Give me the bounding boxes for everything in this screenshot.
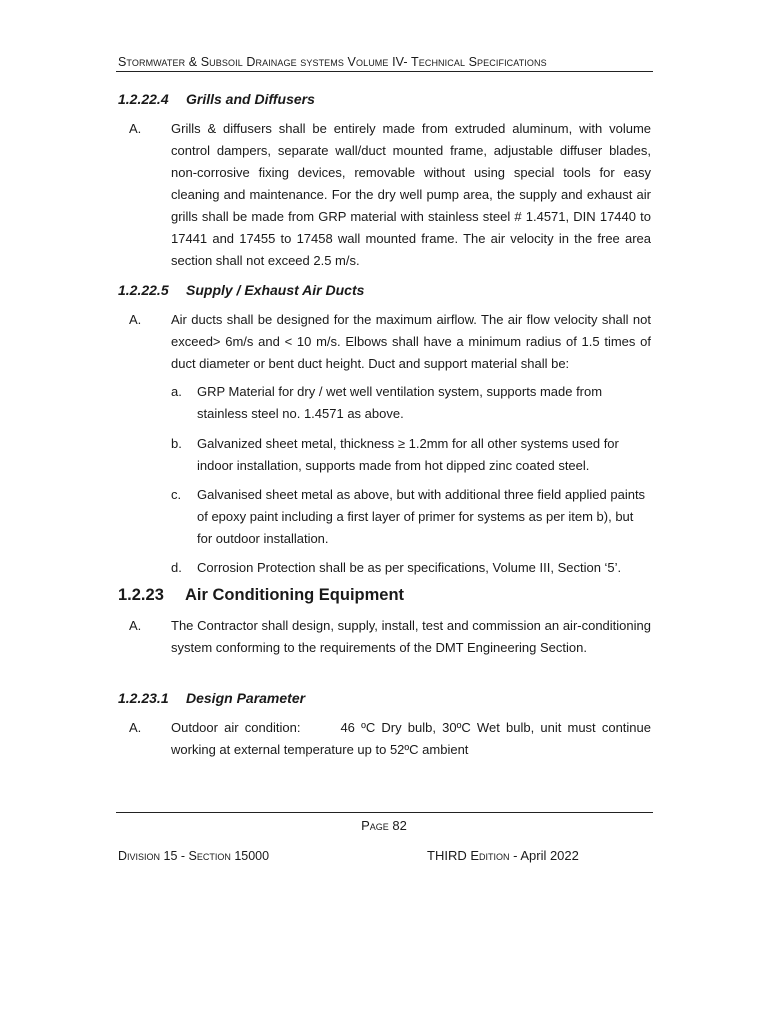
clause-marker: A. bbox=[129, 618, 142, 633]
list-item-text: Corrosion Protection shall be as per specifications, Volume III, Section ‘5’. bbox=[197, 560, 622, 575]
clause-text-design bbox=[171, 717, 651, 761]
section-heading-ac bbox=[118, 586, 404, 605]
clause-text-ducts: Air ducts shall be designed for the maximum airflow. The air flow velocity shall not exceed> 6m/s and < 10 m/s. Elbows shall have a minimum radius of 1.5 times of duct diameter or bent duct height. Duct and support material shall be: bbox=[171, 312, 651, 371]
footer-edition bbox=[427, 848, 579, 863]
section-title: Grills and Diffusers bbox=[186, 91, 315, 107]
footer-division: Division 15 - Section 15000 bbox=[118, 849, 270, 863]
section-number: 1.2.22.5 bbox=[118, 282, 169, 298]
section-number: 1.2.23 bbox=[118, 586, 164, 604]
section-number: 1.2.23.1 bbox=[118, 690, 169, 706]
list-item-text: Galvanised sheet metal as above, but with additional three field applied paints of epoxy paint including a first layer of primer for systems as per item b), but for outdoor installation. bbox=[197, 487, 646, 546]
edition-prefix: THIRD bbox=[427, 848, 467, 863]
clause-text-grills: Grills & diffusers shall be entirely made from extruded aluminum, with volume control dampers, separate wall/duct mounted frame, adjustable diffuser blades, non-corrosive fixing devices, removable without using special tools for easy cleaning and maintenance. For the dry well pump area, the supply and exhaust air grills shall be made from GRP material with stainless steel # 1.4571, DIN 17440 to 17441 and 17455 to 17458 wall mounted frame. The air velocity in the free area section shall not exceed 2.5 m/s. bbox=[171, 121, 651, 268]
section-heading-design bbox=[118, 690, 305, 706]
list-item-marker: d. bbox=[171, 560, 182, 575]
list-item-marker: b. bbox=[171, 436, 182, 451]
design-value: 46 ºC Dry bulb, 30ºC Wet bulb, unit must continue working at external temperature up to 52ºC ambient bbox=[171, 720, 651, 757]
section-title: Design Parameter bbox=[186, 690, 306, 706]
section-title: Air Conditioning Equipment bbox=[185, 586, 405, 604]
section-number: 1.2.22.4 bbox=[118, 91, 169, 107]
clause-text-ac: The Contractor shall design, supply, install, test and commission an air-conditioning system conforming to the requirements of the DMT Engineering Section. bbox=[171, 618, 651, 655]
clause-marker: A. bbox=[129, 121, 142, 136]
document-header-title: Stormwater & Subsoil Drainage systems Volume IV- Technical Specifications bbox=[118, 55, 547, 69]
section-title: Supply / Exhaust Air Ducts bbox=[186, 282, 365, 298]
list-item-text: Galvanized sheet metal, thickness ≥ 1.2mm for all other systems used for indoor installation, supports made from hot dipped zinc coated steel. bbox=[197, 436, 619, 473]
design-label: Outdoor air condition: bbox=[171, 720, 301, 735]
list-item-text: GRP Material for dry / wet well ventilation system, supports made from stainless steel no. 1.4571 as above. bbox=[197, 384, 603, 421]
edition-date: - April 2022 bbox=[509, 848, 579, 863]
clause-marker: A. bbox=[129, 720, 142, 735]
section-heading-ducts bbox=[118, 282, 364, 298]
page-number: Page 82 bbox=[361, 818, 407, 833]
edition-word: Edition bbox=[466, 848, 510, 863]
header-divider bbox=[116, 71, 653, 72]
section-heading-grills bbox=[118, 91, 315, 107]
clause-marker: A. bbox=[129, 312, 142, 327]
list-item-marker: c. bbox=[171, 487, 182, 502]
list-item-marker: a. bbox=[171, 384, 182, 399]
footer-divider bbox=[116, 812, 653, 813]
